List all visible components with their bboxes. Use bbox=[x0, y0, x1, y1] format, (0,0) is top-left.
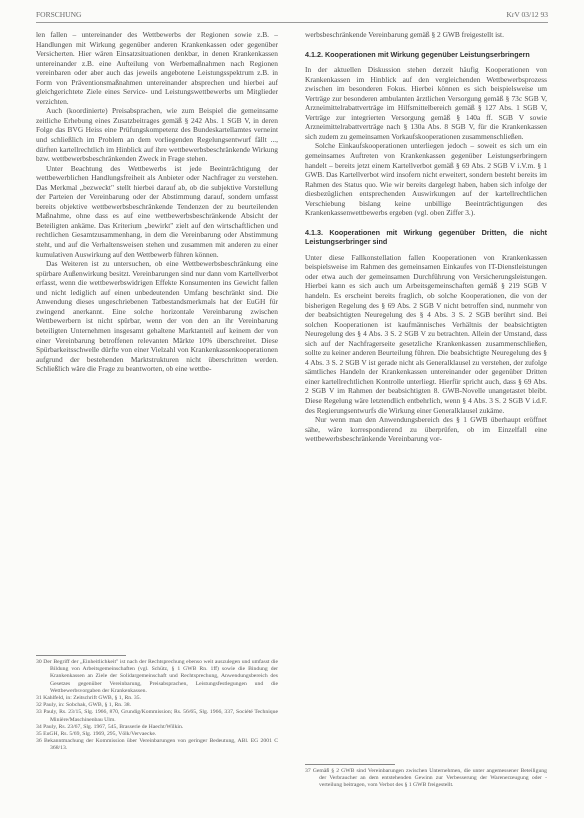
left-column bbox=[36, 30, 278, 374]
paragraph: In der aktuellen Diskussion stehen derzeit häufig Kooperationen von Krankenkassen im Hinblick auf den vergleichenden Wettbewerbsprozess zwischen im besonderen Fokus. Hierbei können es sich beispielsweise um Verträge zur besonderen ambulanten ärztlichen Versorgung gemäß § 73c SGB V, Arzneimittelrabattverträge im Hilfsmittelbereich gemäß § 127 Abs. 1 SGB V, Verträge zur integrierten Versorgung gemäß § 140a ff. SGB V sowie Arzneimittelrabattverträge nach § 130a Abs. 8 SGB V, für die Krankenkassen sich zudem zu gemeinsamen Vorkaufskooperationen zusammenschließen. bbox=[305, 65, 547, 141]
footnotes-left bbox=[36, 659, 278, 753]
header-journal-page: KrV 03/12 93 bbox=[506, 10, 548, 19]
paragraph: Solche Einkaufskooperationen unterliegen jedoch – soweit es sich um ein gemeinsames Auftreten von Krankenkassen gegenüber Leistungserbringern handelt – bereits jetzt einem Kartellverbot gemäß § 69 Abs. 2 SGB V i.V.m. § 1 GWB. Das Kartellverbot wird insofern nicht erweitert, sondern besteht bereits im Rahmen des Status quo. Wie wir bereits dargelegt haben, haben sich infolge der diesbezüglichen entsprechenden Auswirkungen auf der kartellrechtlichen Verschiebung bislang keine unbillige Beeinträchtigungen des Krankenkassenwettbewerbs ergeben (vgl. oben Ziffer 3.). bbox=[305, 141, 547, 218]
right-column bbox=[305, 30, 547, 444]
footnote: 33 Pauly, Rs. 23/15, Slg. 1966, 870, Grundig/Kommission; Rs. 56/65, Slg. 1966, 337, Société Technique Minière/Maschinenbau Ulm. bbox=[36, 709, 278, 723]
footnote: 36 Bekanntmachung der Kommission über Vereinbarungen von geringer Bedeutung, ABl. EG 2001 C 368/13. bbox=[36, 738, 278, 752]
running-header bbox=[36, 8, 548, 23]
paragraph: Nur wenn man den Anwendungsbereich des § 1 GWB überhaupt eröffnet sähe, wäre korrespondierend zu überprüfen, ob im Einzelfall eine wettbewerbsbeschränkende Vereinbarung vor- bbox=[305, 415, 547, 444]
paragraph: Unter diese Fallkonstellation fallen Kooperationen von Krankenkassen beispielsweise im Rahmen des gemeinsamen Einkaufes von IT-Dienstleistungen oder etwa auch der gemeinsamen Durchführung von Versicherungsleistungen. Hierbei kann es sich auch um Arbeitsgemeinschaften gemäß § 219 SGB V handeln. Es erscheint bereits fraglich, ob solche Kooperationen, die von der bisherigen Regelung des § 69 Abs. 2 SGB V nicht betroffen sind, nunmehr von der beabsichtigten Neuregelung des § 4 Abs. 3 S. 2 SGB berührt sind. Bei solchen Kooperationen ist kaufmännisches Verhältnis der beabsichtigten Neuregelung des § 4 Abs. 3 S. 2 SGB V zu betrachten. Allein der Umstand, dass sich auf der Nachfragerseite gesetzliche Krankenkassen zusammenschließen, sollte zu keiner anderen Beurteilung führen. Die beabsichtigte Neuregelung des § 4 Abs. 3 S. 2 SGB V ist gerade nicht als Generalklausel zu verstehen, der zufolge sämtliches Handeln der Krankenkassen untereinander oder gegenüber Dritten einer kartellrechtlichen Kontrolle unterliegt. Hierfür spricht auch, dass § 69 Abs. 2 SGB V im Rahmen der beabsichtigten 8. GWB-Novelle unangetastet bleibt. Diese Regelung wäre letztendlich entbehrlich, wenn § 4 Abs. 3 S. 2 SGB V i.d.F. des Regierungsentwurfs die Wirkung einer Generalklausel zukäme. bbox=[305, 252, 547, 415]
section-heading: 4.1.2. Kooperationen mit Wirkung gegenüber Leistungserbringern bbox=[305, 49, 530, 59]
footnote: 31 Kahlfeld, in: Zeitschrift GWB, § 1, Rn. 35. bbox=[36, 695, 142, 702]
paragraph: len fallen – untereinander des Wettbewerbs der Regionen sowie z.B. – Handlungen mit Wirkung gegenüber anderen Krankenkassen oder gegenüber Versicherten. Hier wären Einsatzsituationen denkbar, in denen Krankenkassen untereinander z.B. eine Aufteilung von Werbemaßnahmen nach Regionen vereinbaren oder aber auch das jeweils angebotene Leistungsspektrum z.B. in Form von Präventionsmaßnahmen untereinander absprechen und hierbei auf gleichgerichtete Ziele eines Service- und Leistungswettbewerbs um Mitglieder verzichten. bbox=[36, 30, 278, 106]
footnote-rule bbox=[305, 764, 395, 765]
footnote: 30 Der Begriff der „Einheitlichkeit" ist nach der Rechtsprechung ebenso weit auszulegen und umfasst die Bildung von Arbeitsgemeinschaften (vgl. Schütz, § 1 GWB Rn. 1ff) sowie die Bindung der Krankenkassen an Ziele der Solidargemeinschaft und Rechtsprechung, Anwendungsbereich des Gesetzes gegenüber Vereinbarung, Preisabsprachen, Leistungsfestlegungen und die Wettbewerbsvorgaben der Krankenkassen. bbox=[36, 659, 278, 694]
footnote: 34 Pauly, Rs. 23/67, Slg. 1967, 545, Brasserie de Haecht/Wilkin. bbox=[36, 723, 184, 730]
paragraph: werbsbeschränkende Vereinbarung gemäß § 2 GWB freigestellt ist. bbox=[305, 30, 504, 39]
paragraph: Auch (koordinierte) Preisabsprachen, wie zum Beispiel die gemeinsame zeitliche Erhebung eines Zusatzbeitrages gemäß § 242 Abs. 1 SGB V, in deren Folge das BVG Heiss eine Prüfungskompetenz des Bundeskartellamtes verneint und schließlich im Problem an dem vorliegenden Regelungsentwurf fällt ..., dürften kartellrechtlich im Hinblick auf ihre wettbewerbsbeschränkende Wirkung bzw. wettbewerbsbeschränkenden Zweck in Frage stehen. bbox=[36, 106, 278, 164]
footnote: 35 EuGH, Rs. 5/69, Slg. 1969, 295, Völk/Vervaecke. bbox=[36, 731, 157, 738]
paragraph: Das Weiteren ist zu untersuchen, ob eine Wettbewerbsbeschränkung eine spürbare Außenwirkung besitzt. Vereinbarungen sind nur dann vom Kartellverbot erfasst, wenn die wettbewerbswidrigen Effekte Konsumenten ins Gewicht fallen und nicht lediglich auf einen unbedeutenden Umfang beschränkt sind. Die Anwendung dieses ungeschriebenen Tatbestandsmerkmals hat der EuGH für zwingend anerkannt. Eine solche horizontale Vereinbarung zwischen Wettbewerbern ist nicht spürbar, wenn der von den an ihr Vereinbarung beteiligten Unternehmen insgesamt gehaltene Marktanteil auf keinem der von einer Vereinbarung betroffenen relevanten Märkte 10% überschreitet. Diese Spürbarkeitsschwelle dürfte von einer Vielzahl von Krankenkassenkooperationen aufgrund der bestehenden Marktstrukturen nicht überschritten werden. Schließlich wäre die Frage zu beantworten, ob eine wettbe- bbox=[36, 259, 278, 374]
footnote: 37 Gemäß § 2 GWB sind Vereinbarungen zwischen Unternehmen, die unter angemessener Beteiligung der Verbraucher an dem entstehenden Gewinn zur Verbesserung der Warenerzeugung oder -verteilung beitragen, vom Verbot des § 1 GWB freigestellt. bbox=[305, 768, 547, 789]
footnote-rule bbox=[36, 655, 126, 656]
section-heading: 4.1.3. Kooperationen mit Wirkung gegenüber Dritten, die nicht Leistungserbringer sind bbox=[305, 227, 547, 247]
footnotes-right bbox=[305, 768, 547, 790]
paragraph: Unter Beachtung des Wettbewerbs ist jede Beeinträchtigung der wettbewerblichen Handlungsfreiheit als Anbieter oder Nachfrager zu verstehen. Das Merkmal „bezweckt" stellt hierbei darauf ab, ob die subjektive Vorstellung der Parteien der Vereinbarung oder der Abstimmung darauf, sondern umfasst bereits objektive wettbewerbsbeschränkende Tendenzen der zu beurteilenden Maßnahme, ohne dass es auf eine wettbewerbsbeschränkende Absicht der Beteiligten ankäme. Das Kriterium „bewirkt" zielt auf den wirtschaftlichen und rechtlichen Gesamtzusammenhang, in dem die Vereinbarung oder Abstimmung steht, und auf die Verhaltensweisen stehen und zusammen mit anderen zu einer kumulativen Auswirkung auf den Wettbewerb führen können. bbox=[36, 163, 278, 259]
footnote: 32 Pauly, in: Sobchak, GWB, § 1, Rn. 38. bbox=[36, 702, 132, 709]
header-section-label: FORSCHUNG bbox=[36, 10, 82, 19]
